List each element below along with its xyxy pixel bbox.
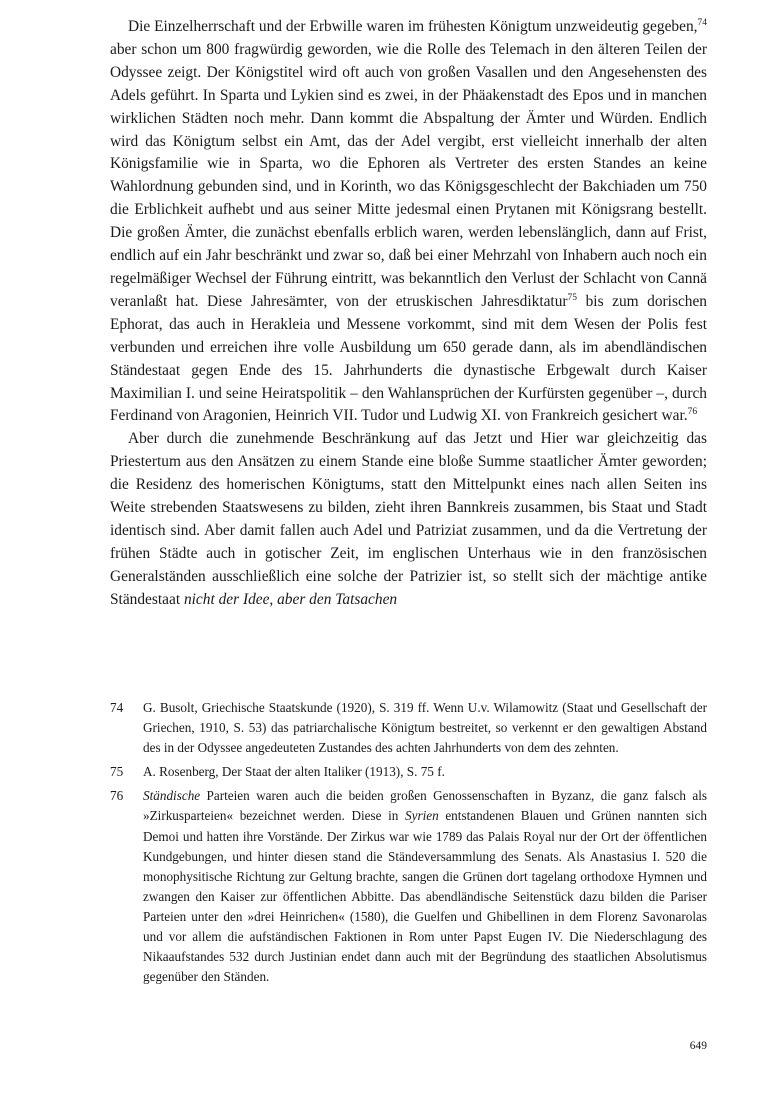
text-run: aber schon um 800 fragwürdig geworden, wie die Rolle des Telemach in den älteren Teilen der Odyssee zeigt. Der Königstitel wird oft auch von großen Vasallen und den Angesehensten des Adels geführt. In Sparta und Lykien sind es zwei, in der Phäakenstadt des Epos und in manchen wirklichen Städten noch mehr. Dann kommt die Abspaltung der Ämter und Würden. Endlich wird das Königtum selbst ein Amt, das der Adel vergibt, erst vielleicht innerhalb der alten Königsfamilie wie in Sparta, wo die Ephoren als Vertreter des ersten Standes an keine Wahlordnung gebunden sind, und in Korinth, wo das Königsgeschlecht der Bakchiaden um 750 die Erblichkeit aufhebt und aus seiner Mitte jedesmal einen Prytanen mit Königsrang bestellt. Die großen Ämter, die zunächst ebenfalls erblich waren, werden lebenslänglich, dann auf Frist, endlich auf ein Jahr beschränkt und zwar so, daß bei einer Mehrzahl von Inhabern auch noch ein regelmäßiger Wechsel der Führung eintritt, was bekanntlich den Verlust der Schlacht von Cannä veranlaßt hat. Diese Jahresämter, von der etruskischen Jahresdiktatur bbox=[110, 40, 707, 310]
footnote-number: 75 bbox=[110, 764, 124, 780]
text-run: entstandenen Blauen und Grünen nannten sich Demoi und hatten ihre Vorstände. Der Zirkus war wie 1789 das Palais Royal nur der Ort der öffentlichen Kundgebungen, und hinter diesen stand die Ständeversammlung des Senats. Als Anastasius I. 520 die monophysitische Richtung zur Geltung brachte, sangen die Grünen dort tagelang orthodoxe Hymnen und zwangen den Kaiser zur öffentlichen Abbitte. Das abendländische Seitenstück dazu bilden die Pariser Parteien unter den »drei Heinrichen« (1580), die Guelfen und Ghibellinen in dem Florenz Savonarolas und vor allem die aufständischen Faktionen in Rom unter Papst Eugen IV. Die Niederschlagung des Nikaaufstandes 532 durch Justinian endet dann auch mit der Begründung des staatlichen Absolutismus gegenüber den Ständen. bbox=[143, 808, 707, 985]
footnote-number: 74 bbox=[110, 700, 124, 715]
italic-text: Syrien bbox=[405, 808, 439, 824]
footnote-76 bbox=[110, 786, 707, 987]
footnote-reference: 74 bbox=[697, 18, 707, 28]
text-run: bis zum dorischen Ephorat, das auch in Herakleia und Messene vorkommt, sind mit dem Wesen der Polis fest verbunden und erreichen ihre volle Ausbildung um 650 gerade dann, als im abendländischen Ständestaat gegen Ende des 15. Jahrhunderts die dynastische Erbgewalt durch Kaiser Maximilian I. und seine Heiratspolitik – den Wahlansprüchen der Kurfürsten gegenüber –, durch Ferdinand von Aragonien, Heinrich VII. Tudor und Ludwig XI. von Frankreich gesichert war. bbox=[110, 292, 707, 425]
footnote-text bbox=[143, 698, 707, 758]
italic-text: nicht der Idee, aber den Tatsachen bbox=[183, 590, 398, 608]
footnote-75 bbox=[110, 762, 707, 782]
footnote-74 bbox=[110, 698, 707, 758]
main-text bbox=[110, 16, 707, 612]
paragraph-2 bbox=[110, 428, 707, 611]
text-run: G. Busolt, Griechische Staatskunde (1920), S. 319 ff. Wenn U.v. Wilamowitz (Staat und Gesellschaft der Griechen, 1910, S. 53) das patriarchalische Königtum bestreitet, so verkennt er den gewaltigen Abstand des in der Odyssee angedeuteten Zustandes des achten Jahrhunderts von dem des zehnten. bbox=[143, 700, 707, 756]
text-run: Aber durch die zunehmende Beschränkung auf das Jetzt und Hier war gleichzeitig das Priestertum aus den Ansätzen zu einem Stande eine bloße Summe staatlicher Ämter geworden; die Residenz des homerischen Königtums, statt den Mittelpunkt eines nach allen Seiten ins Weite strebenden Staatswesens zu bilden, zieht ihren Bannkreis zusammen, bis Staat und Stadt identisch sind. Aber damit fallen auch Adel und Patriziat zusammen, und da die Vertretung der frühen Städte auch in gotischer Zeit, im englischen Unterhaus wie in den französischen Generalständen ausschließlich eine solche der Patrizier ist, so stellt sich der mächtige antike Ständestaat bbox=[110, 430, 707, 608]
page-number: 649 bbox=[689, 1040, 707, 1052]
paragraph-1 bbox=[110, 16, 707, 428]
footnote-number: 76 bbox=[110, 788, 124, 804]
text-run: Die Einzelherrschaft und der Erbwille waren im frühesten Königtum unzweideutig gegeben, bbox=[128, 18, 698, 35]
footnote-text bbox=[143, 762, 707, 782]
footnote-text bbox=[143, 786, 707, 987]
text-run: A. Rosenberg, Der Staat der alten Italiker (1913), S. 75 f. bbox=[143, 764, 445, 780]
footnote-reference: 76 bbox=[687, 407, 698, 418]
italic-text: Ständische bbox=[143, 788, 201, 804]
footnotes bbox=[110, 698, 707, 991]
text-run: Parteien waren auch die beiden großen Genossenschaften in Byzanz, die ganz falsch als »Zirkusparteien« bezeichnet werden. Diese in bbox=[143, 788, 707, 824]
footnote-reference: 75 bbox=[567, 292, 578, 303]
